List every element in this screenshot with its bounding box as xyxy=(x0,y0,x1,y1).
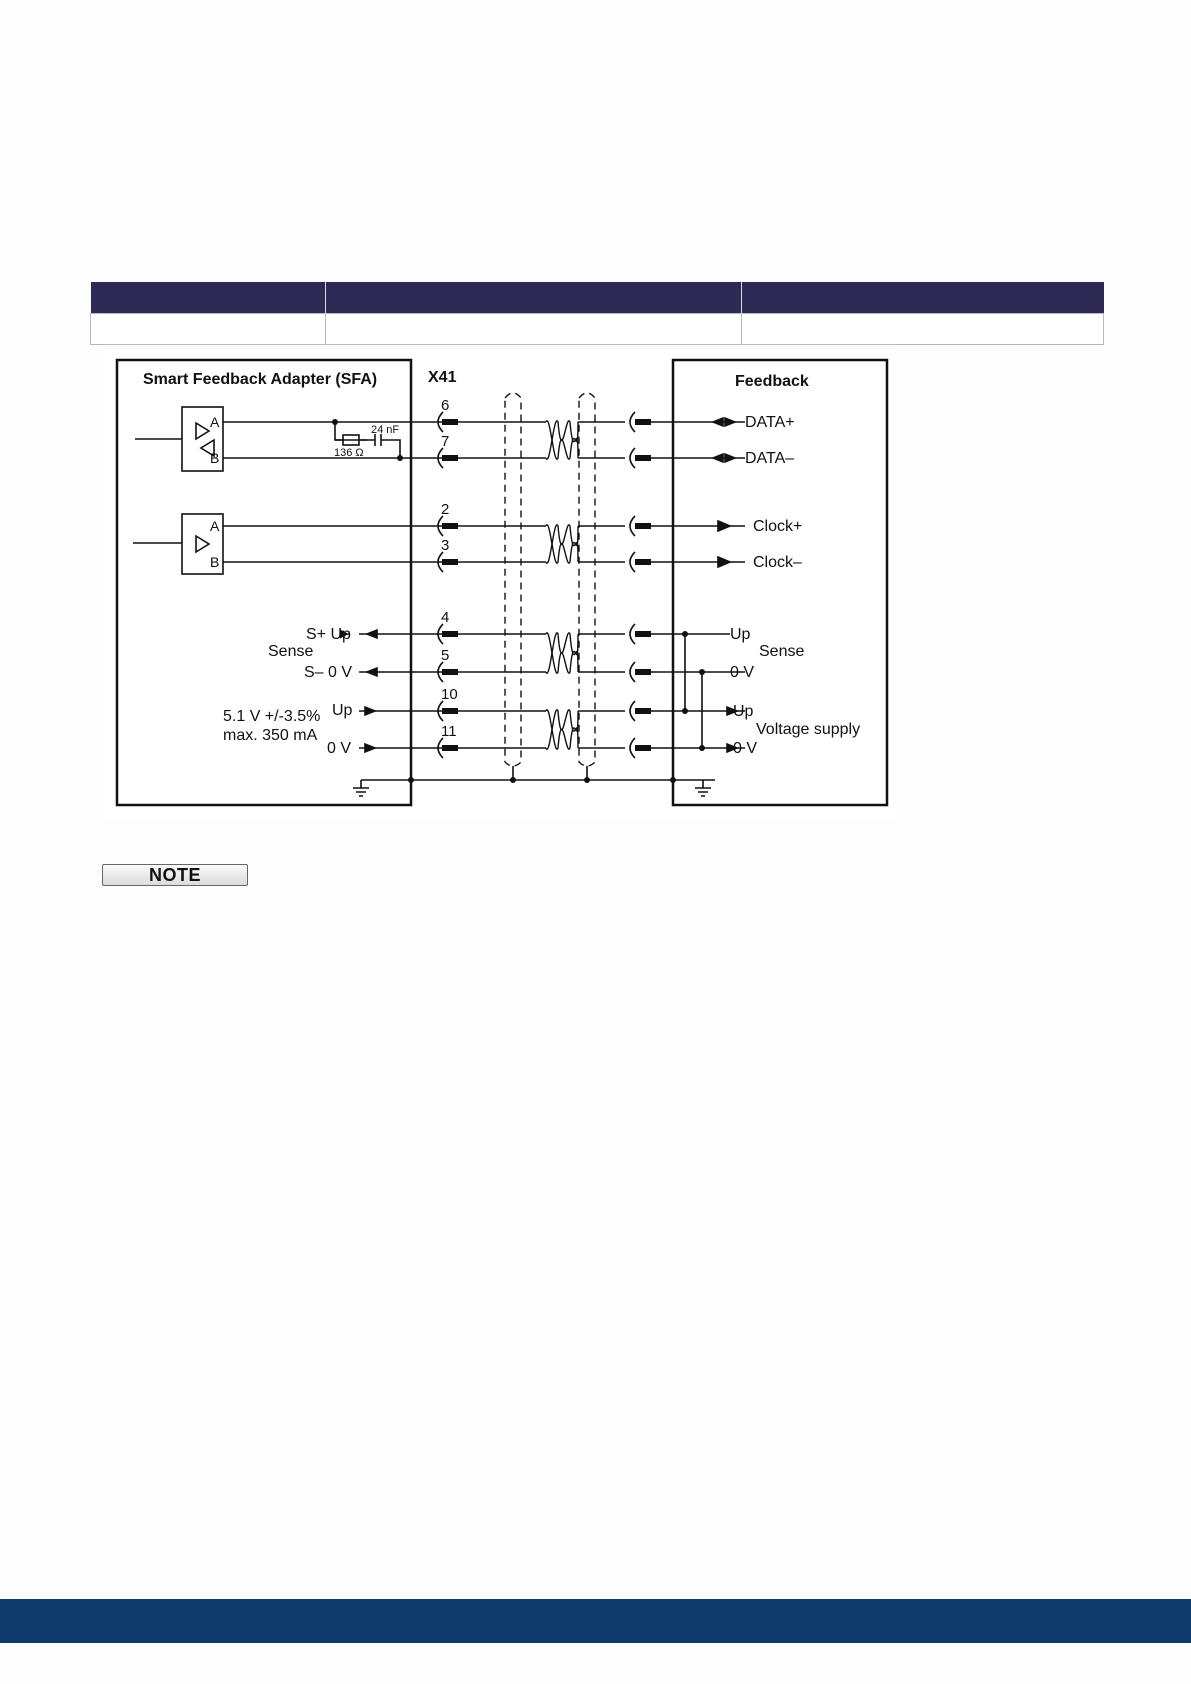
pin-label: B xyxy=(210,450,220,466)
sfa-title: Smart Feedback Adapter (SFA) xyxy=(143,371,378,388)
footer-bar xyxy=(0,1599,1191,1643)
sfa-sense-plus: S+ Up xyxy=(306,626,351,643)
table-row xyxy=(91,314,1104,345)
supply-spec: 5.1 V +/-3.5% xyxy=(223,708,321,725)
twisted-pair-icon xyxy=(546,525,578,563)
pin-number: 3 xyxy=(441,537,450,554)
sfa-sense: Sense xyxy=(268,643,314,660)
fb-supply-up: Up xyxy=(733,703,754,720)
pin-label: B xyxy=(210,554,220,570)
supply-spec: max. 350 mA xyxy=(223,727,318,744)
signal-label: DATA+ xyxy=(745,414,795,431)
table-header-row xyxy=(91,282,1104,314)
sfa-supply-up: Up xyxy=(332,702,353,719)
sfa-sense-minus: S– 0 V xyxy=(304,664,353,681)
twisted-pair-icon xyxy=(546,710,578,749)
table-cell xyxy=(91,314,326,345)
pin-number: 4 xyxy=(441,609,450,626)
signal-label: DATA– xyxy=(745,450,795,467)
pin-number: 11 xyxy=(441,723,457,740)
fb-sense-up: Up xyxy=(730,626,751,643)
table-header-cell xyxy=(91,282,326,314)
twisted-pair-icon xyxy=(546,633,578,673)
pin-label: A xyxy=(210,414,220,430)
pin-number: 2 xyxy=(441,501,450,518)
wiring-diagram xyxy=(105,350,895,820)
fb-sense-0v: 0 V xyxy=(730,664,755,681)
table-cell xyxy=(742,314,1104,345)
pin-number: 7 xyxy=(441,433,450,450)
capacitor-label: 24 nF xyxy=(371,424,400,436)
fb-supply-0v: 0 V xyxy=(733,740,758,757)
signal-label: Clock– xyxy=(753,554,802,571)
pin-number: 10 xyxy=(441,686,458,703)
pin-label: A xyxy=(210,518,220,534)
feedback-title: Feedback xyxy=(735,373,809,390)
table-header-cell xyxy=(742,282,1104,314)
pin-number: 5 xyxy=(441,647,450,664)
note-badge: NOTE xyxy=(102,864,248,886)
resistor-label: 136 Ω xyxy=(334,447,364,459)
twisted-pair-icon xyxy=(546,421,578,459)
fb-supply: Voltage supply xyxy=(756,721,861,738)
sfa-supply-0v: 0 V xyxy=(327,740,352,757)
pin-number: 6 xyxy=(441,397,450,414)
table-header-cell xyxy=(326,282,742,314)
signal-label: Clock+ xyxy=(753,518,803,535)
table-cell xyxy=(326,314,742,345)
fb-sense: Sense xyxy=(759,643,805,660)
connector-label: X41 xyxy=(428,369,457,386)
parameter-table xyxy=(90,282,1104,345)
